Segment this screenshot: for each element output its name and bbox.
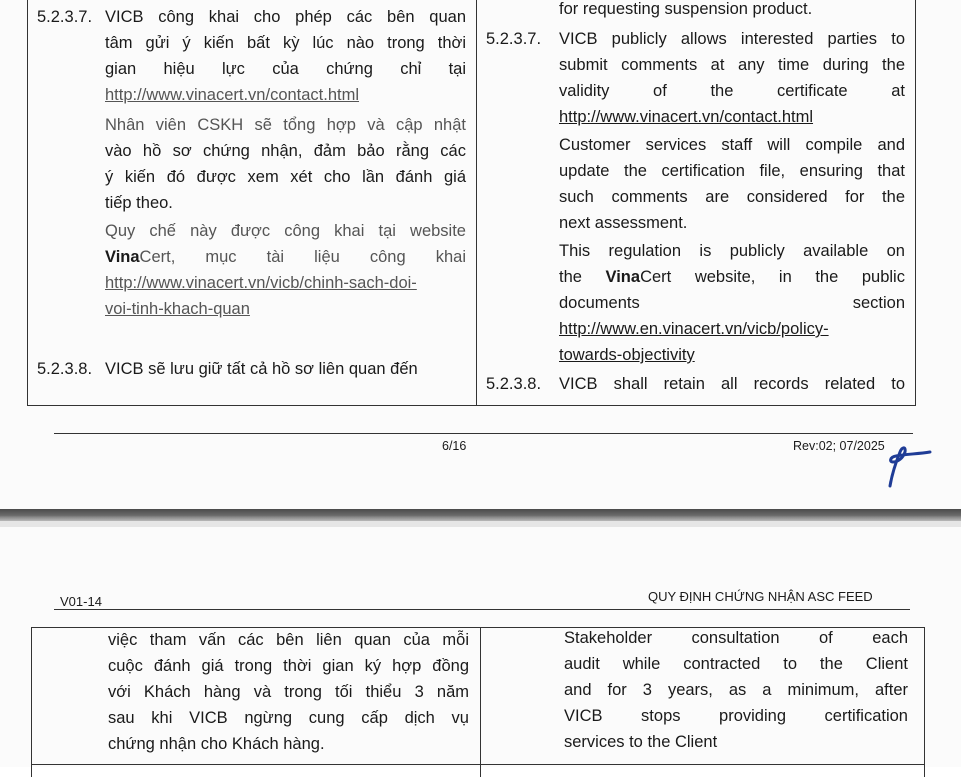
text-line: Quy chế này được công khai tại website <box>105 222 466 240</box>
page-number: 6/16 <box>442 439 467 453</box>
text-line: VICB công khai cho phép các bên quan <box>105 8 466 26</box>
text-line: với Khách hàng và trong tối thiểu 3 năm <box>108 683 469 701</box>
column-divider <box>476 0 477 405</box>
text-line: Customer services staff will compile and <box>559 136 905 154</box>
text-fragment: mục tài liệu công khai <box>205 248 466 266</box>
carryover-text-en <box>559 0 905 22</box>
text-line: tâm gửi ý kiến bất kỳ lúc nào trong thời <box>105 34 466 52</box>
contact-link-vi[interactable]: http://www.vinacert.vn/contact.html <box>105 86 360 104</box>
text-line: validity of the certificate at <box>559 82 905 100</box>
text-line: tiếp theo. <box>105 194 173 212</box>
policy-link-vi-part-2[interactable]: voi-tinh-khach-quan <box>105 300 250 318</box>
clause-number-5-2-3-8-vi: 5.2.3.8. <box>37 360 93 378</box>
text-line: audit while contracted to the Client <box>564 655 908 673</box>
text-line: vào hồ sơ chứng nhận, đảm bảo rằng các <box>105 142 466 160</box>
text-line: This regulation is publicly available on <box>559 242 905 260</box>
footer-rule <box>54 433 913 434</box>
text-line: chứng nhận cho Khách hàng. <box>108 735 325 753</box>
text-line: VICB sẽ lưu giữ tất cả hồ sơ liên quan đến <box>105 360 418 378</box>
column-divider <box>480 628 481 777</box>
contact-link-en[interactable]: http://www.vinacert.vn/contact.html <box>559 108 814 126</box>
policy-link-vi-part-1[interactable]: http://www.vinacert.vn/vicb/chinh-sach-doi- <box>105 274 417 292</box>
text-line: VICB shall retain all records related to <box>559 375 905 393</box>
text-line: update the certification file, ensuring that <box>559 162 905 180</box>
brand-name-bold: Vina <box>105 248 140 266</box>
policy-paragraph-vi <box>105 218 466 322</box>
policy-link-en-part-1[interactable]: http://www.en.vinacert.vn/vicb/policy- <box>559 320 829 338</box>
text-line: ý kiến đó được xem xét cho lần đánh giá <box>105 168 466 186</box>
clause-5-2-3-8-en <box>559 371 905 397</box>
text-line: gian hiệu lực của chứng chỉ tại <box>105 60 466 78</box>
policy-paragraph-en <box>559 238 905 368</box>
text-line: sau khi VICB ngừng cung cấp dịch vụ <box>108 709 469 727</box>
signature-icon <box>876 440 936 490</box>
text-line: such comments are considered for the <box>559 188 905 206</box>
clause-5-2-3-7-en <box>559 26 905 130</box>
document-page-bottom <box>0 521 961 767</box>
text-line: submit comments at any time during the <box>559 56 905 74</box>
brand-name-rest: Cert <box>640 268 672 286</box>
policy-link-en-part-2[interactable]: towards-objectivity <box>559 346 695 364</box>
text-line: cuộc đánh giá trong thời gian ký hợp đồng <box>108 657 469 675</box>
text-line: and for 3 years, as a minimum, after <box>564 681 908 699</box>
clause-5-2-3-7-vi <box>105 4 466 108</box>
staff-paragraph-en <box>559 132 905 236</box>
text-line: next assessment. <box>559 214 688 232</box>
text-line: for requesting suspension product. <box>559 0 813 18</box>
header-rule <box>54 609 910 610</box>
document-title: QUY ĐỊNH CHỨNG NHẬN ASC FEED <box>648 589 873 604</box>
staff-paragraph-vi <box>105 112 466 216</box>
table-row-rule <box>31 764 925 765</box>
text-line: Nhân viên CSKH sẽ tổng hợp và cập nhật <box>105 116 466 134</box>
text-fragment: website, in the public <box>694 268 905 286</box>
document-code: V01-14 <box>60 594 102 609</box>
records-paragraph-en <box>564 625 908 755</box>
text-fragment: the <box>559 268 582 286</box>
brand-name-bold: Vina <box>605 268 641 286</box>
records-paragraph-vi <box>108 627 469 757</box>
clause-number-5-2-3-8-en: 5.2.3.8. <box>486 375 542 393</box>
scan-shadow <box>0 521 961 527</box>
clause-5-2-3-8-vi <box>105 356 466 382</box>
text-line: VICB publicly allows interested parties to <box>559 30 905 48</box>
revision-label: Rev:02; 07/2025 <box>793 439 885 453</box>
text-line: documents section <box>559 294 905 312</box>
text-line: Stakeholder consultation of each <box>564 629 908 647</box>
clause-number-5-2-3-7-vi: 5.2.3.7. <box>37 8 93 26</box>
text-line: VICB stops providing certification <box>564 707 908 725</box>
text-line: việc tham vấn các bên liên quan của mỗi <box>108 631 469 649</box>
brand-name-rest: Cert, <box>139 248 176 266</box>
clause-number-5-2-3-7-en: 5.2.3.7. <box>486 30 542 48</box>
text-line: services to the Client <box>564 733 718 751</box>
